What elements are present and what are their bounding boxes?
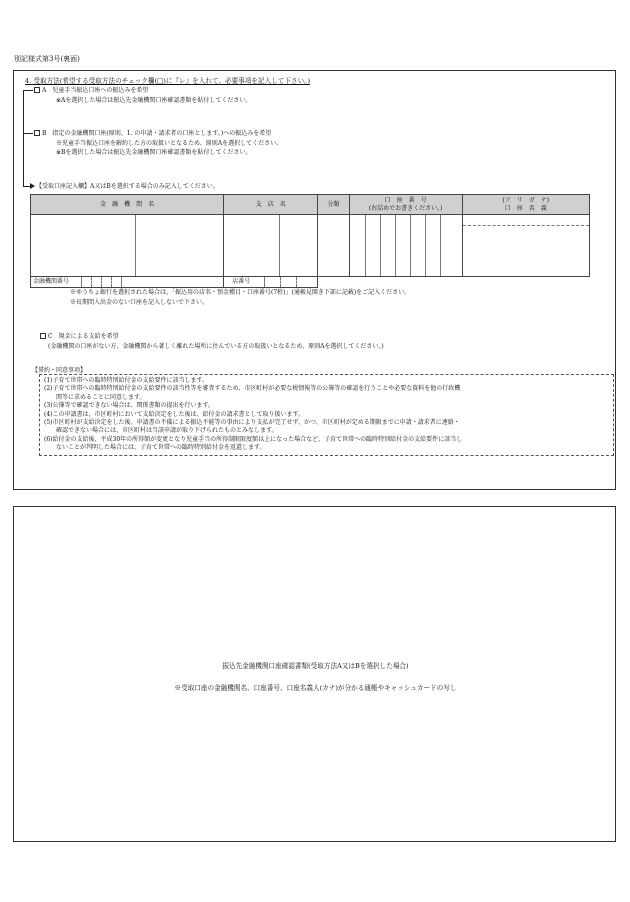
attachment-note: ※受取口座の金融機関名、口座番号、口座名義人(カナ)が分かる通帳やキャッシュカードの写し	[174, 684, 457, 692]
account-number-header	[349, 195, 462, 215]
bank-code-cell[interactable]	[31, 277, 224, 288]
category-field[interactable]	[318, 215, 349, 277]
bracket-tick-a	[23, 90, 33, 91]
option-c-label: C 現金による支給を希望	[48, 333, 119, 340]
bank-code-label: 金融機関番号	[33, 278, 70, 286]
longterm-note: ※長期間入出金のない口座を記入しないで下さい。	[70, 299, 209, 306]
category-header: 分類	[318, 195, 349, 215]
bank-name-header: 金 融 機 関 名	[31, 195, 224, 215]
account-number-label: 口 座 番 号	[384, 197, 427, 204]
furigana-label: (フ リ ガ ナ)	[502, 197, 550, 204]
receipt-method-section	[13, 70, 616, 490]
option-b-checkbox[interactable]	[34, 130, 40, 136]
account-heading: 【受取口座記入欄】A又はBを選択する場合のみ記入してください。	[36, 183, 219, 190]
option-c-note: (金融機関の口座がない方、金融機関から著しく離れた場所に住んでいる方の取扱いとなるため、原則Aを選択してください。)	[48, 343, 384, 350]
holder-header	[462, 195, 589, 215]
option-b-note1: ※児童手当振込口座を解約した方の取扱いとなるため、原則Aを選択してください。	[56, 140, 283, 147]
pledge-item: (3)公簿等で確認できない場合は、関係書類の提出を行います。	[44, 402, 215, 410]
pledge-item: ないことが判明した場合には、子育て世帯への臨時特別給付金を返還します。	[56, 444, 266, 452]
pledge-item: (2)子育て世帯への臨時特別給付金の支給要件の該当性等を審査するため、市区町村が必要な税情報等の公簿等の確認を行うことや必要な資料を他の行政機	[44, 385, 461, 393]
account-number-field[interactable]	[349, 215, 462, 277]
option-c	[40, 333, 119, 341]
option-c-checkbox[interactable]	[40, 333, 46, 339]
branch-code-label: 店番号	[232, 278, 251, 286]
attachment-title: 振込先金融機関口座確認書類(受取方法A又はBを選択した場合)	[222, 662, 409, 670]
pledge-box	[39, 374, 614, 456]
option-a-label: A 児童手当振込口座への振込みを希望	[42, 87, 149, 94]
branch-code-cell[interactable]	[224, 277, 318, 288]
option-b-label: B 指定の金融機関口座(原則、1. の申請・請求者の口座とします。)への振込みを希望	[42, 130, 272, 137]
bracket-tick-b	[23, 133, 33, 134]
branch-name-field[interactable]	[224, 215, 318, 277]
branch-name-header: 支 店 名	[224, 195, 318, 215]
section-title: 4. 受取方法(希望する受取方法のチェック欄(□)に『レ』を入れて、必要事項を記入して下さい。)	[25, 77, 311, 85]
option-b	[34, 130, 271, 138]
holder-name-label: 口 座 名 義	[504, 204, 547, 212]
empty-cell	[349, 277, 462, 288]
pledge-item: 関等に求めることに同意します。	[56, 393, 146, 401]
bank-name-field[interactable]	[31, 215, 224, 277]
account-number-sub: (右詰めでお書きください。)	[368, 204, 443, 212]
empty-cell	[462, 277, 589, 288]
attachment-area[interactable]	[13, 506, 616, 842]
pledge-item: 確認できない場合には、市区町村は当該申請が取り下げられたものとみなします。	[56, 427, 278, 435]
arrow-right-icon	[30, 183, 35, 189]
pledge-title: 【誓約・同意事項】	[32, 367, 87, 374]
form-id: 別記様式第3号(裏面)	[14, 55, 80, 63]
option-b-note2: ※Bを選択した場合は振込先金融機関口座確認書類を貼付してください。	[56, 149, 252, 156]
yucho-note: ※ゆうちょ銀行を選択された場合は、「振込用の店名・預金種目・口座番号(7桁)」(通帳見開き下部に記載)をご記入ください。	[70, 289, 411, 296]
pledge-item: (1)子育て世帯への臨時特別給付金の支給要件に該当します。	[44, 377, 209, 384]
pledge-item: (5)市区町村が支給決定をした後、申請書の不備による振込不能等の事由により支払が完了せず、かつ、市区町村が定める期限までに申請・請求者に連絡・	[44, 418, 460, 426]
empty-cell	[318, 277, 349, 288]
holder-name-field[interactable]	[462, 215, 589, 277]
bracket-line	[23, 90, 24, 186]
option-a-note: ※Aを選択した場合は振込先金融機関口座確認書類を貼付してください。	[56, 97, 252, 104]
option-a-checkbox[interactable]	[34, 87, 40, 93]
pledge-item: (4)この申請書は、市区町村において支給決定をした後は、給付金の請求書として取り扱います。	[44, 410, 305, 418]
pledge-item: (6)給付金の支給後、平成30年の所得額が変更となり児童手当の所得制限限度額以上になった場合など、子育て世帯への臨時特別給付金の支給要件に該当し	[44, 435, 463, 443]
account-table	[30, 194, 590, 288]
option-a	[34, 87, 148, 95]
